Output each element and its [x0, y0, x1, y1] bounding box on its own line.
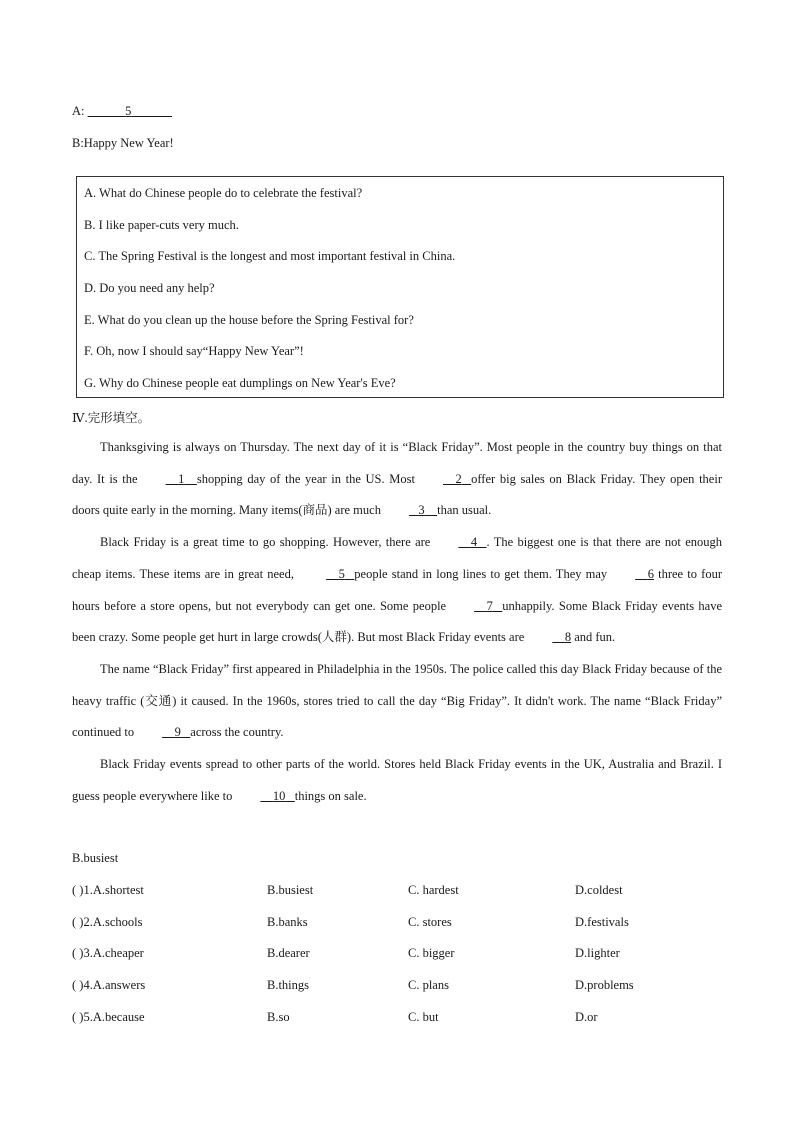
stray-answer-line: B.busiest: [72, 851, 119, 865]
question-2-option-b: B.banks: [267, 915, 308, 929]
passage-paragraph-4: Black Friday events spread to other parts of the world. Stores held Black Friday events in the UK, Australia and Brazil. I guess people everywhere like to 10 things on sale.: [72, 749, 722, 812]
option-a: A. What do Chinese people do to celebrate the festival?: [84, 186, 363, 200]
cloze-blank-5: 5: [338, 566, 345, 581]
cloze-blank-1: 1: [178, 471, 185, 486]
dialogue-blank-5: 5: [125, 104, 132, 118]
question-5-option-a: ( )5.A.because: [72, 1010, 145, 1024]
question-5-option-d: D.or: [575, 1010, 598, 1024]
question-2-option-a: ( )2.A.schools: [72, 915, 143, 929]
options-box: [76, 176, 724, 398]
cloze-passage: [72, 432, 722, 812]
passage-paragraph-2: Black Friday is a great time to go shopping. However, there are 4 . The biggest one is that there are not enough cheap items. These items are in great need, 5 people stand in long lines to get them. They may 6 three to four hours before a store opens, but not everybody can get one. Some people 7 unhappily. Some Black Friday events have been crazy. Some people get hurt in large crowds(人群). But most Black Friday events are 8 and fun.: [72, 527, 722, 654]
question-3-option-c: C. bigger: [408, 946, 455, 960]
question-1-option-c: C. hardest: [408, 883, 459, 897]
section-title: Ⅳ.完形填空。: [72, 411, 151, 425]
question-4-option-d: D.problems: [575, 978, 634, 992]
option-f: F. Oh, now I should say“Happy New Year”!: [84, 344, 304, 358]
dialogue-line-a: [72, 104, 172, 119]
question-3-option-a: ( )3.A.cheaper: [72, 946, 144, 960]
question-row-3: [72, 946, 732, 966]
question-2-option-d: D.festivals: [575, 915, 629, 929]
question-4-option-c: C. plans: [408, 978, 449, 992]
cloze-blank-6: 6: [647, 566, 654, 581]
cloze-blank-4: 4: [470, 535, 478, 550]
speaker-a-label: A:: [72, 104, 88, 118]
cloze-blank-2: 2: [455, 471, 462, 486]
option-d: D. Do you need any help?: [84, 281, 215, 295]
dialogue-line-b: B:Happy New Year!: [72, 136, 174, 150]
cloze-blank-10: 10: [272, 788, 286, 803]
question-3-option-b: B.dearer: [267, 946, 310, 960]
question-4-option-a: ( )4.A.answers: [72, 978, 146, 992]
cloze-blank-7: 7: [486, 598, 493, 613]
question-2-option-c: C. stores: [408, 915, 452, 929]
question-4-option-b: B.things: [267, 978, 310, 992]
option-b: B. I like paper-cuts very much.: [84, 218, 239, 232]
cloze-blank-8: 8: [564, 630, 572, 645]
passage-paragraph-1: Thanksgiving is always on Thursday. The next day of it is “Black Friday”. Most people in the country buy things on that day. It is the 1 shopping day of the year in the US. Most 2 offer big sales on Black Friday. They open their doors quite early in the morning. Many items(商品) are much 3 than usual.: [72, 432, 722, 527]
question-row-5: [72, 1010, 732, 1030]
question-row-2: [72, 915, 732, 935]
question-5-option-c: C. but: [408, 1010, 439, 1024]
question-row-1: [72, 883, 732, 903]
question-5-option-b: B.so: [267, 1010, 290, 1024]
question-1-option-d: D.coldest: [575, 883, 623, 897]
passage-paragraph-3: The name “Black Friday” first appeared in Philadelphia in the 1950s. The police called this day Black Friday because of the heavy traffic (交通) it caused. In the 1960s, stores tried to call the day “Big Friday”. It didn't work. The name “Black Friday” continued to 9 across the country.: [72, 654, 722, 749]
option-g: G. Why do Chinese people eat dumplings on New Year's Eve?: [84, 376, 396, 390]
option-e: E. What do you clean up the house before the Spring Festival for?: [84, 313, 414, 327]
cloze-blank-3: 3: [418, 503, 425, 518]
question-1-option-b: B.busiest: [267, 883, 314, 897]
question-row-4: [72, 978, 732, 998]
question-3-option-d: D.lighter: [575, 946, 620, 960]
option-c: C. The Spring Festival is the longest and most important festival in China.: [84, 249, 456, 263]
cloze-blank-9: 9: [174, 725, 181, 740]
question-1-option-a: ( )1.A.shortest: [72, 883, 144, 897]
